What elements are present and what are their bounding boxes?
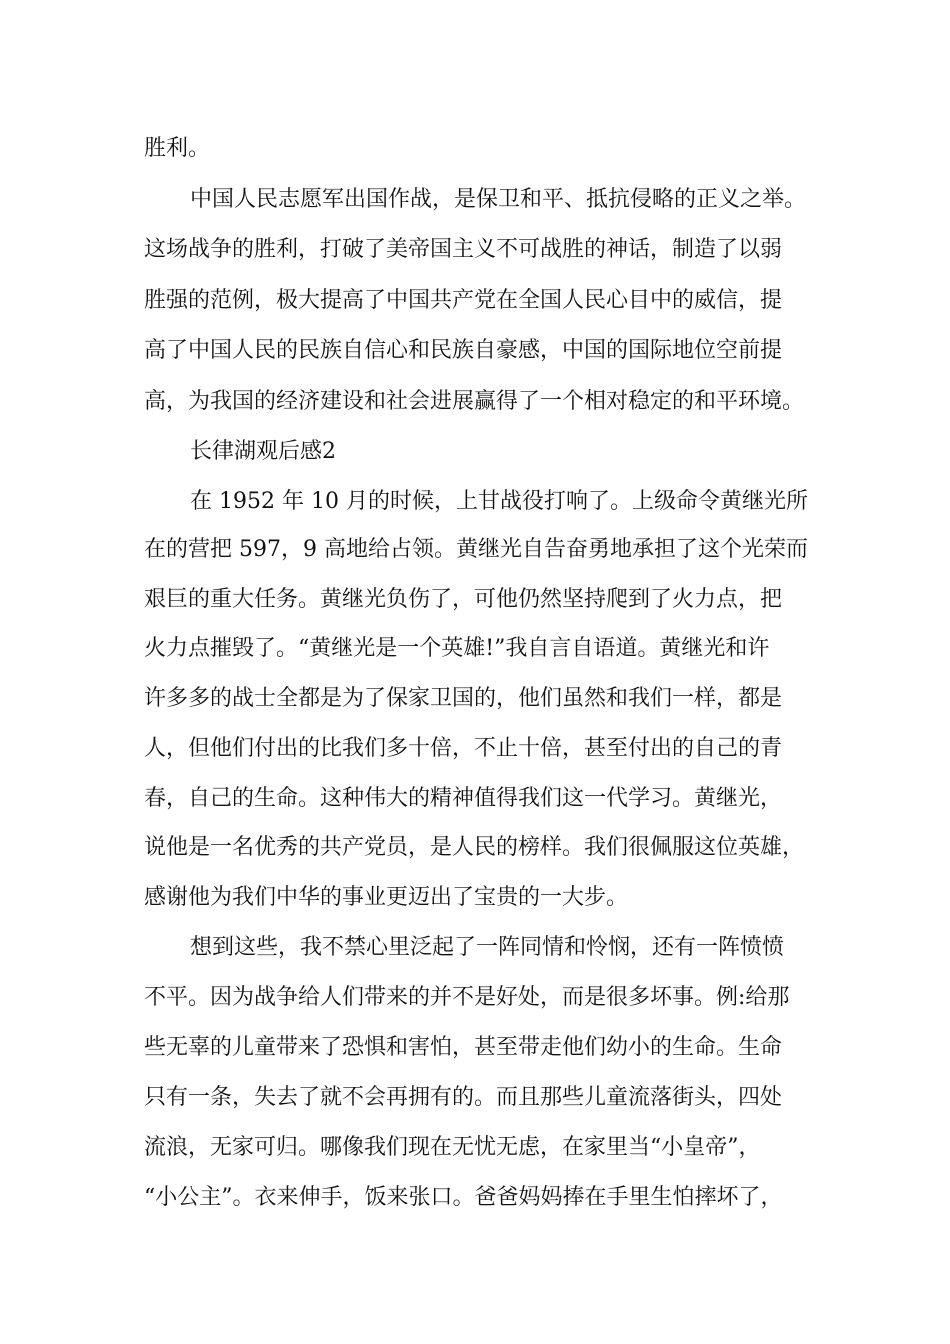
- text-line: 胜强的范例，极大提高了中国共产党在全国人民心目中的威信，提: [144, 288, 783, 313]
- text-line: 春，自己的生命。这种伟大的精神值得我们这一代学习。黄继光，: [144, 786, 783, 811]
- text-line: 胜利。: [144, 136, 211, 161]
- text-line: 些无辜的儿童带来了恐惧和害怕，甚至带走他们幼小的生命。生命: [144, 1035, 783, 1060]
- text-line: 高了中国人民的民族自信心和民族自豪感，中国的国际地位空前提: [144, 338, 783, 363]
- text-line: 人，但他们付出的比我们多十倍，不止十倍，甚至付出的自己的青: [144, 736, 783, 761]
- text-line: 不平。因为战争给人们带来的并不是好处，而是很多坏事。例:给那: [144, 985, 790, 1010]
- text-line: 感谢他为我们中华的事业更迈出了宝贵的一大步。: [144, 885, 629, 910]
- section-heading: 长律湖观后感2: [190, 439, 336, 464]
- text-line: 艰巨的重大任务。黄继光负伤了，可他仍然坚持爬到了火力点，把: [144, 587, 783, 612]
- text-line: “小公主”。衣来伸手，饭来张口。爸爸妈妈捧在手里生怕摔坏了，: [144, 1185, 783, 1210]
- text-line: 说他是一名优秀的共产党员，是人民的榜样。我们很佩服这位英雄，: [144, 835, 805, 860]
- paragraph-first-line: 想到这些，我不禁心里泛起了一阵同情和怜悯，还有一阵愤愤: [190, 935, 785, 960]
- text-line: 许多多的战士全都是为了保家卫国的，他们虽然和我们一样，都是: [144, 686, 783, 711]
- paragraph-first-line: 中国人民志愿军出国作战，是保卫和平、抵抗侵略的正义之举。: [190, 187, 807, 212]
- text-line: 在的营把 597，9 高地给占领。黄继光自告奋勇地承担了这个光荣而: [144, 537, 808, 562]
- paragraph-first-line: 在 1952 年 10 月的时候，上甘战役打响了。上级命令黄继光所: [190, 489, 808, 514]
- text-line: 高，为我国的经济建设和社会进展赢得了一个相对稳定的和平环境。: [144, 389, 805, 414]
- text-line: 流浪，无家可归。哪像我们现在无忧无虑，在家里当“小皇帝”，: [144, 1135, 761, 1160]
- text-line: 只有一条，失去了就不会再拥有的。而且那些儿童流落街头，四处: [144, 1085, 783, 1110]
- text-line: 这场战争的胜利，打破了美帝国主义不可战胜的神话，制造了以弱: [144, 237, 783, 262]
- text-line: 火力点摧毁了。“黄继光是一个英雄!”我自言自语道。黄继光和许: [144, 636, 770, 661]
